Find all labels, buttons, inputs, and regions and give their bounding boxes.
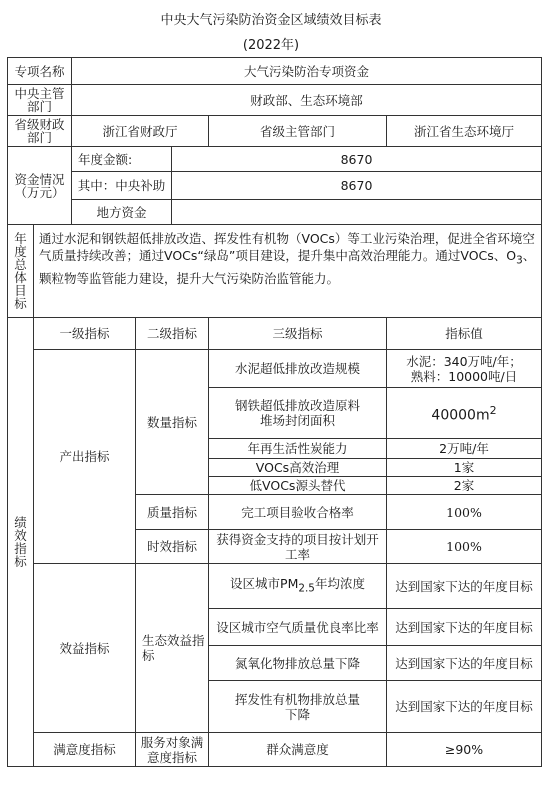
- prov-dept-label: 省级主管部门: [209, 116, 387, 147]
- annual-goal-text: 通过水泥和钢铁超低排放改造、挥发性有机物（VOCs）等工业污染治理，促进全省环境空气质量持续改善；通过VOCs“绿岛”项目建设，提升集中高效治理能力。通过VOCs、$O_3$、颗粒物等监管能力建设，提升大气污染防治监管能力。: [34, 225, 542, 318]
- local-funds-label: 地方资金: [72, 200, 172, 225]
- output-indicator-label: 产出指标: [34, 350, 136, 564]
- indicator-name: 设区城市$PM_{2.5}$年均浓度: [209, 564, 387, 609]
- indicator-value: 达到国家下达的年度目标: [387, 646, 542, 681]
- indicator-name: 设区城市空气质量优良率比率: [209, 609, 387, 646]
- project-name-label: 专项名称: [8, 58, 72, 85]
- benefit-indicator-label: 效益指标: [34, 564, 136, 733]
- col-level1: 一级指标: [34, 318, 136, 350]
- indicator-value: 2万吨/年: [387, 439, 542, 459]
- col-value: 指标值: [387, 318, 542, 350]
- indicator-name: 群众满意度: [209, 733, 387, 767]
- local-funds-value: [172, 200, 542, 225]
- indicator-value: 达到国家下达的年度目标: [387, 609, 542, 646]
- funds-label: 资金情况（万元）: [8, 147, 72, 225]
- indicator-value: 达到国家下达的年度目标: [387, 564, 542, 609]
- annual-goal-label: 年度总体目标: [8, 225, 34, 318]
- satisfaction-indicator-label: 满意度指标: [34, 733, 136, 767]
- indicator-name: 年再生活性炭能力: [209, 439, 387, 459]
- central-dept-label: 中央主管部门: [8, 85, 72, 116]
- indicator-name: 氮氧化物排放总量下降: [209, 646, 387, 681]
- indicator-value: 水泥：340万吨/年； 熟料：10000吨/日: [387, 350, 542, 388]
- central-dept-value: 财政部、生态环境部: [72, 85, 542, 116]
- quantity-indicator-label: 数量指标: [136, 350, 209, 495]
- annual-amount-label: 年度金额:: [72, 147, 172, 172]
- project-name-value: 大气污染防治专项资金: [72, 58, 542, 85]
- time-indicator-label: 时效指标: [136, 530, 209, 564]
- indicator-value: ≥90%: [387, 733, 542, 767]
- central-subsidy-label: 其中：中央补助: [72, 172, 172, 200]
- col-level2: 二级指标: [136, 318, 209, 350]
- indicator-value: $40000m^2$: [387, 388, 542, 439]
- service-satisfaction-label: 服务对象满意度指标: [136, 733, 209, 767]
- performance-table: [7, 57, 542, 767]
- indicator-value: 100%: [387, 530, 542, 564]
- indicator-value: 2家: [387, 477, 542, 495]
- annual-amount-value: 8670: [172, 147, 542, 172]
- prov-finance-value: 浙江省财政厅: [72, 116, 209, 147]
- eco-benefit-label: 生态效益指标: [136, 564, 209, 733]
- indicator-value: 1家: [387, 459, 542, 477]
- year-label: (2022年): [242, 38, 300, 53]
- indicator-name: 获得资金支持的项目按计划开工率: [209, 530, 387, 564]
- indicator-name: 挥发性有机物排放总量 下降: [209, 681, 387, 733]
- central-subsidy-value: 8670: [172, 172, 542, 200]
- indicator-value: 达到国家下达的年度目标: [387, 681, 542, 733]
- perf-indicator-label: 绩效指标: [8, 318, 34, 767]
- col-level3: 三级指标: [209, 318, 387, 350]
- indicator-name: 钢铁超低排放改造原料 堆场封闭面积: [209, 388, 387, 439]
- indicator-name: 完工项目验收合格率: [209, 495, 387, 530]
- prov-finance-label: 省级财政部门: [8, 116, 72, 147]
- indicator-name: 低VOCs源头替代: [209, 477, 387, 495]
- page-title: 中央大气污染防治资金区域绩效目标表: [160, 13, 382, 28]
- prov-dept-value: 浙江省生态环境厅: [387, 116, 542, 147]
- indicator-value: 100%: [387, 495, 542, 530]
- quality-indicator-label: 质量指标: [136, 495, 209, 530]
- indicator-name: 水泥超低排放改造规模: [209, 350, 387, 388]
- indicator-name: VOCs高效治理: [209, 459, 387, 477]
